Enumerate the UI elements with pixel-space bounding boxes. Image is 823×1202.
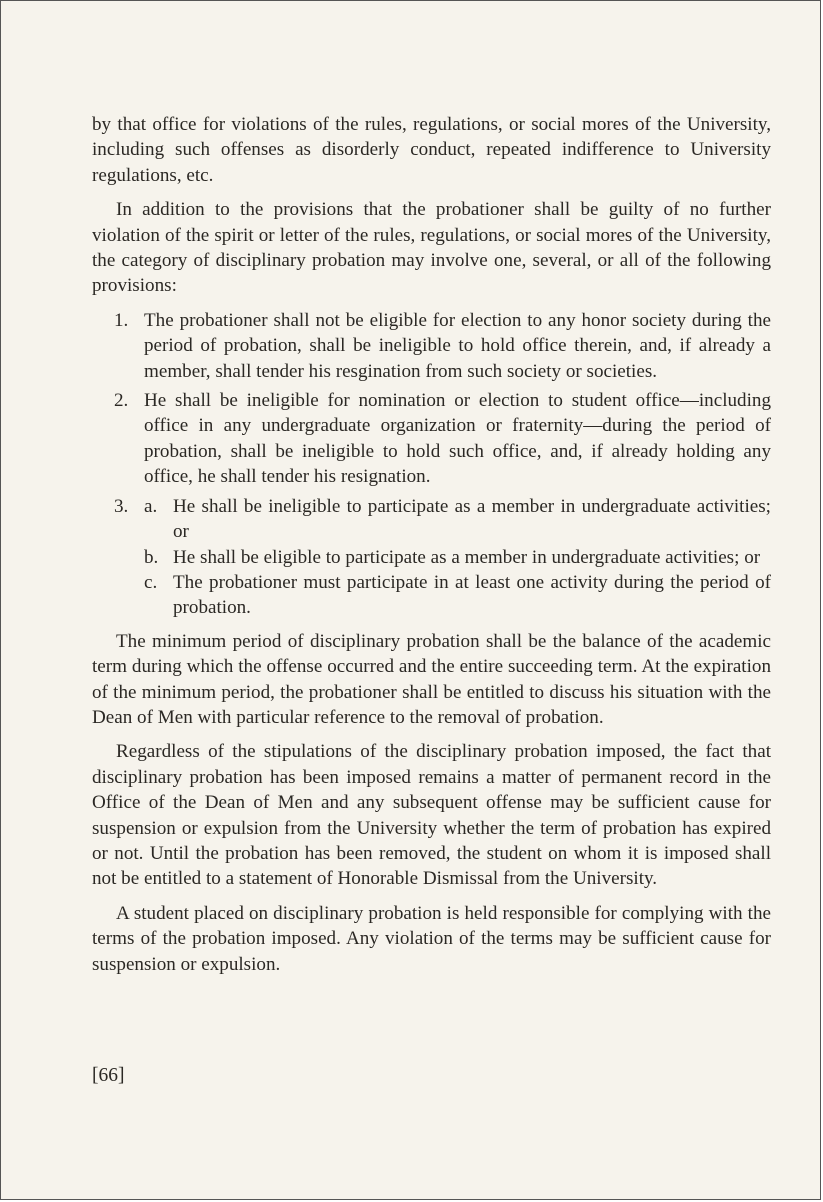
- provision-text: The probationer shall not be eligible for election to any honor society during the period of probation, shall be ineligible to hold office therein, and, if already a member, shall tender his resgination from such society or societies.: [144, 309, 771, 382]
- paragraph-minimum-period: The minimum period of disciplinary probation shall be the balance of the academic term during which the offense occurred and the entire succeeding term. At the expiration of the minimum period, the probationer shall be entitled to discuss his situation with the Dean of Men with particular reference to the removal of probation.: [92, 630, 771, 728]
- sub-provision-c: [121, 570, 771, 621]
- body-text: [92, 112, 771, 986]
- page-number: [66]: [92, 1065, 125, 1086]
- paragraph-responsibility: A student placed on disciplinary probation is held responsible for complying with the terms of the probation imposed. Any violation of the terms may be sufficient cause for suspension or expulsion.: [92, 902, 771, 975]
- provision-text: He shall be ineligible for nomination or election to student office—including office in any undergraduate organization or fraternity—during the period of probation, shall be ineligible to hold such office, and, if already holding any office, he shall tender his resignation.: [144, 390, 771, 488]
- paragraph-permanent-record: Regardless of the stipulations of the disciplinary probation imposed, the fact that disciplinary probation has been imposed remains a matter of permanent record in the Office of the Dean of Men and any subsequent offense may be sufficient cause for suspension or expulsion from the University whether the term of probation has expired or not. Until the probation has been removed, the student on whom it is imposed shall not be entitled to a statement of Honorable Dismissal from the University.: [92, 741, 771, 890]
- sub-provision-letter: b.: [144, 546, 159, 568]
- paragraph-continued: by that office for violations of the rules, regulations, or social mores of the University, including such offenses as disorderly conduct, repeated indifference to University regulations, etc.: [92, 114, 771, 186]
- provision-number: 3.: [114, 495, 129, 517]
- sub-provision-text: He shall be ineligible to participate as a member in undergraduate activities; or: [173, 495, 771, 543]
- provision-number: 2.: [114, 390, 129, 412]
- provision-item-3: [92, 494, 771, 621]
- provisions-list: [92, 308, 771, 621]
- sub-provision-letter: c.: [144, 571, 158, 593]
- provision-item-2: [92, 388, 771, 490]
- paragraph-provisions-intro: In addition to the provisions that the probationer shall be guilty of no further violation of the spirit or letter of the rules, regulations, or social mores of the University, the category of disciplinary probation may involve one, several, or all of the following provisions:: [92, 199, 771, 297]
- provision-number: 1.: [114, 309, 129, 331]
- sub-provision-list: [121, 494, 771, 621]
- provision-item-1: [92, 308, 771, 384]
- sub-provision-text: He shall be eligible to participate as a member in undergraduate activities; or: [173, 546, 761, 568]
- sub-provision-letter: a.: [144, 495, 158, 517]
- sub-provision-text: The probationer must participate in at least one activity during the period of probation.: [173, 571, 771, 619]
- sub-provision-b: [121, 545, 771, 570]
- sub-provision-a: [121, 494, 771, 545]
